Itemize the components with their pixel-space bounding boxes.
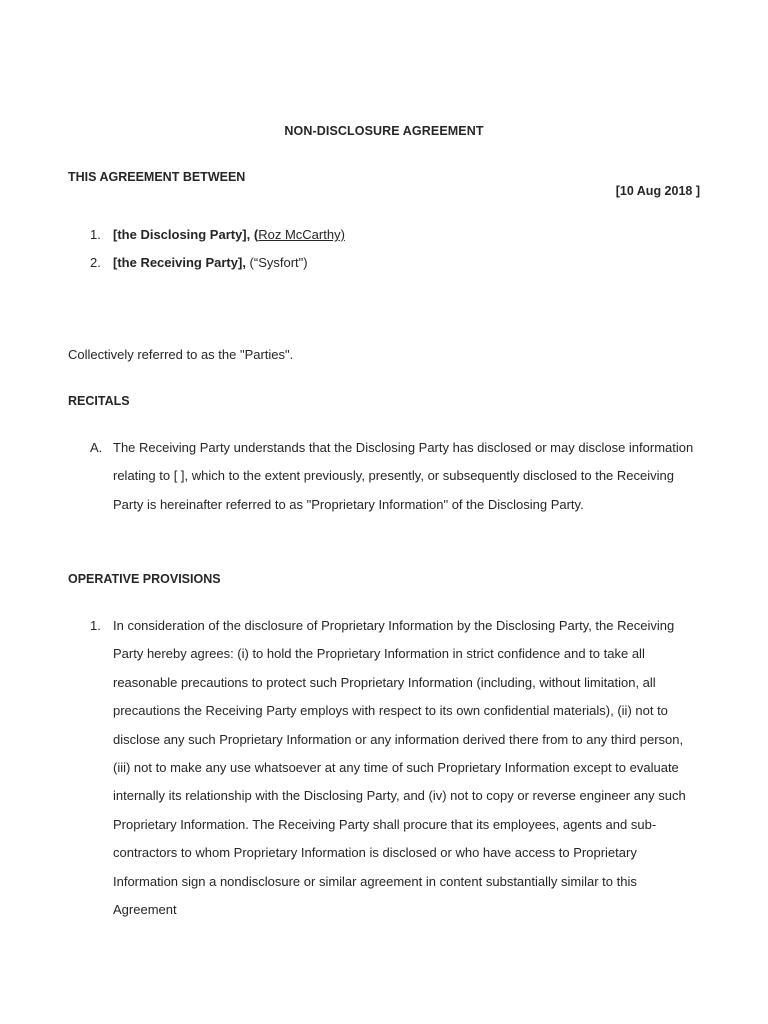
recital-text: The Receiving Party understands that the Disclosing Party has disclosed or may disclose information relating to [ ], which to the extent previously, presently, or subsequently disclosed to the Receiving Party is hereinafter referred to as "Proprietary Information" of the Disclosing Party. <box>113 440 694 512</box>
party-role: [the Disclosing Party], <box>113 227 254 242</box>
document-title: NON-DISCLOSURE AGREEMENT <box>284 124 484 138</box>
party-role: [the Receiving Party], <box>113 255 250 270</box>
party-text <box>113 225 345 245</box>
collective-reference-text: Collectively referred to as the "Parties". <box>68 347 294 362</box>
operative-provisions-heading: OPERATIVE PROVISIONS <box>68 572 221 586</box>
party-text <box>113 253 308 273</box>
recitals-heading: RECITALS <box>68 394 130 408</box>
provision-text: In consideration of the disclosure of Proprietary Information by the Disclosing Party, the Receiving Party hereby agrees: (i) to hold the Proprietary Information in strict confidence and to take all reasonable precautions to protect such Proprietary Information (including, without limitation, all precautions the Receiving Party employs with respect to its own confidential materials), (ii) not to disclose any such Proprietary Information or any information derived there from to any third person, (iii) not to make any use whatsoever at any time of such Proprietary Information except to evaluate internally its relationship with the Disclosing Party, and (iv) not to copy or reverse engineer any such Proprietary Information. The Receiving Party shall procure that its employees, agents and sub-contractors to whom Proprietary Information is disclosed or who have access to Proprietary Information sign a nondisclosure or similar agreement in content substantially similar to this Agreement <box>113 618 686 918</box>
party-number: 1. <box>90 227 101 242</box>
agreement-date: [10 Aug 2018 ] <box>615 184 700 198</box>
party-item-disclosing <box>68 225 708 253</box>
party-list <box>68 225 708 281</box>
party-item-receiving <box>68 253 708 281</box>
party-number: 2. <box>90 255 101 270</box>
recital-marker: A. <box>90 440 103 455</box>
provision-marker: 1. <box>90 618 101 633</box>
recital-item <box>68 434 708 519</box>
party-open-paren: ( <box>253 227 259 242</box>
party-alias: (“Sysfort") <box>249 255 308 270</box>
provision-item <box>68 612 708 924</box>
agreement-between-heading: THIS AGREEMENT BETWEEN <box>68 170 246 184</box>
party-name: Roz McCarthy) <box>258 227 345 242</box>
